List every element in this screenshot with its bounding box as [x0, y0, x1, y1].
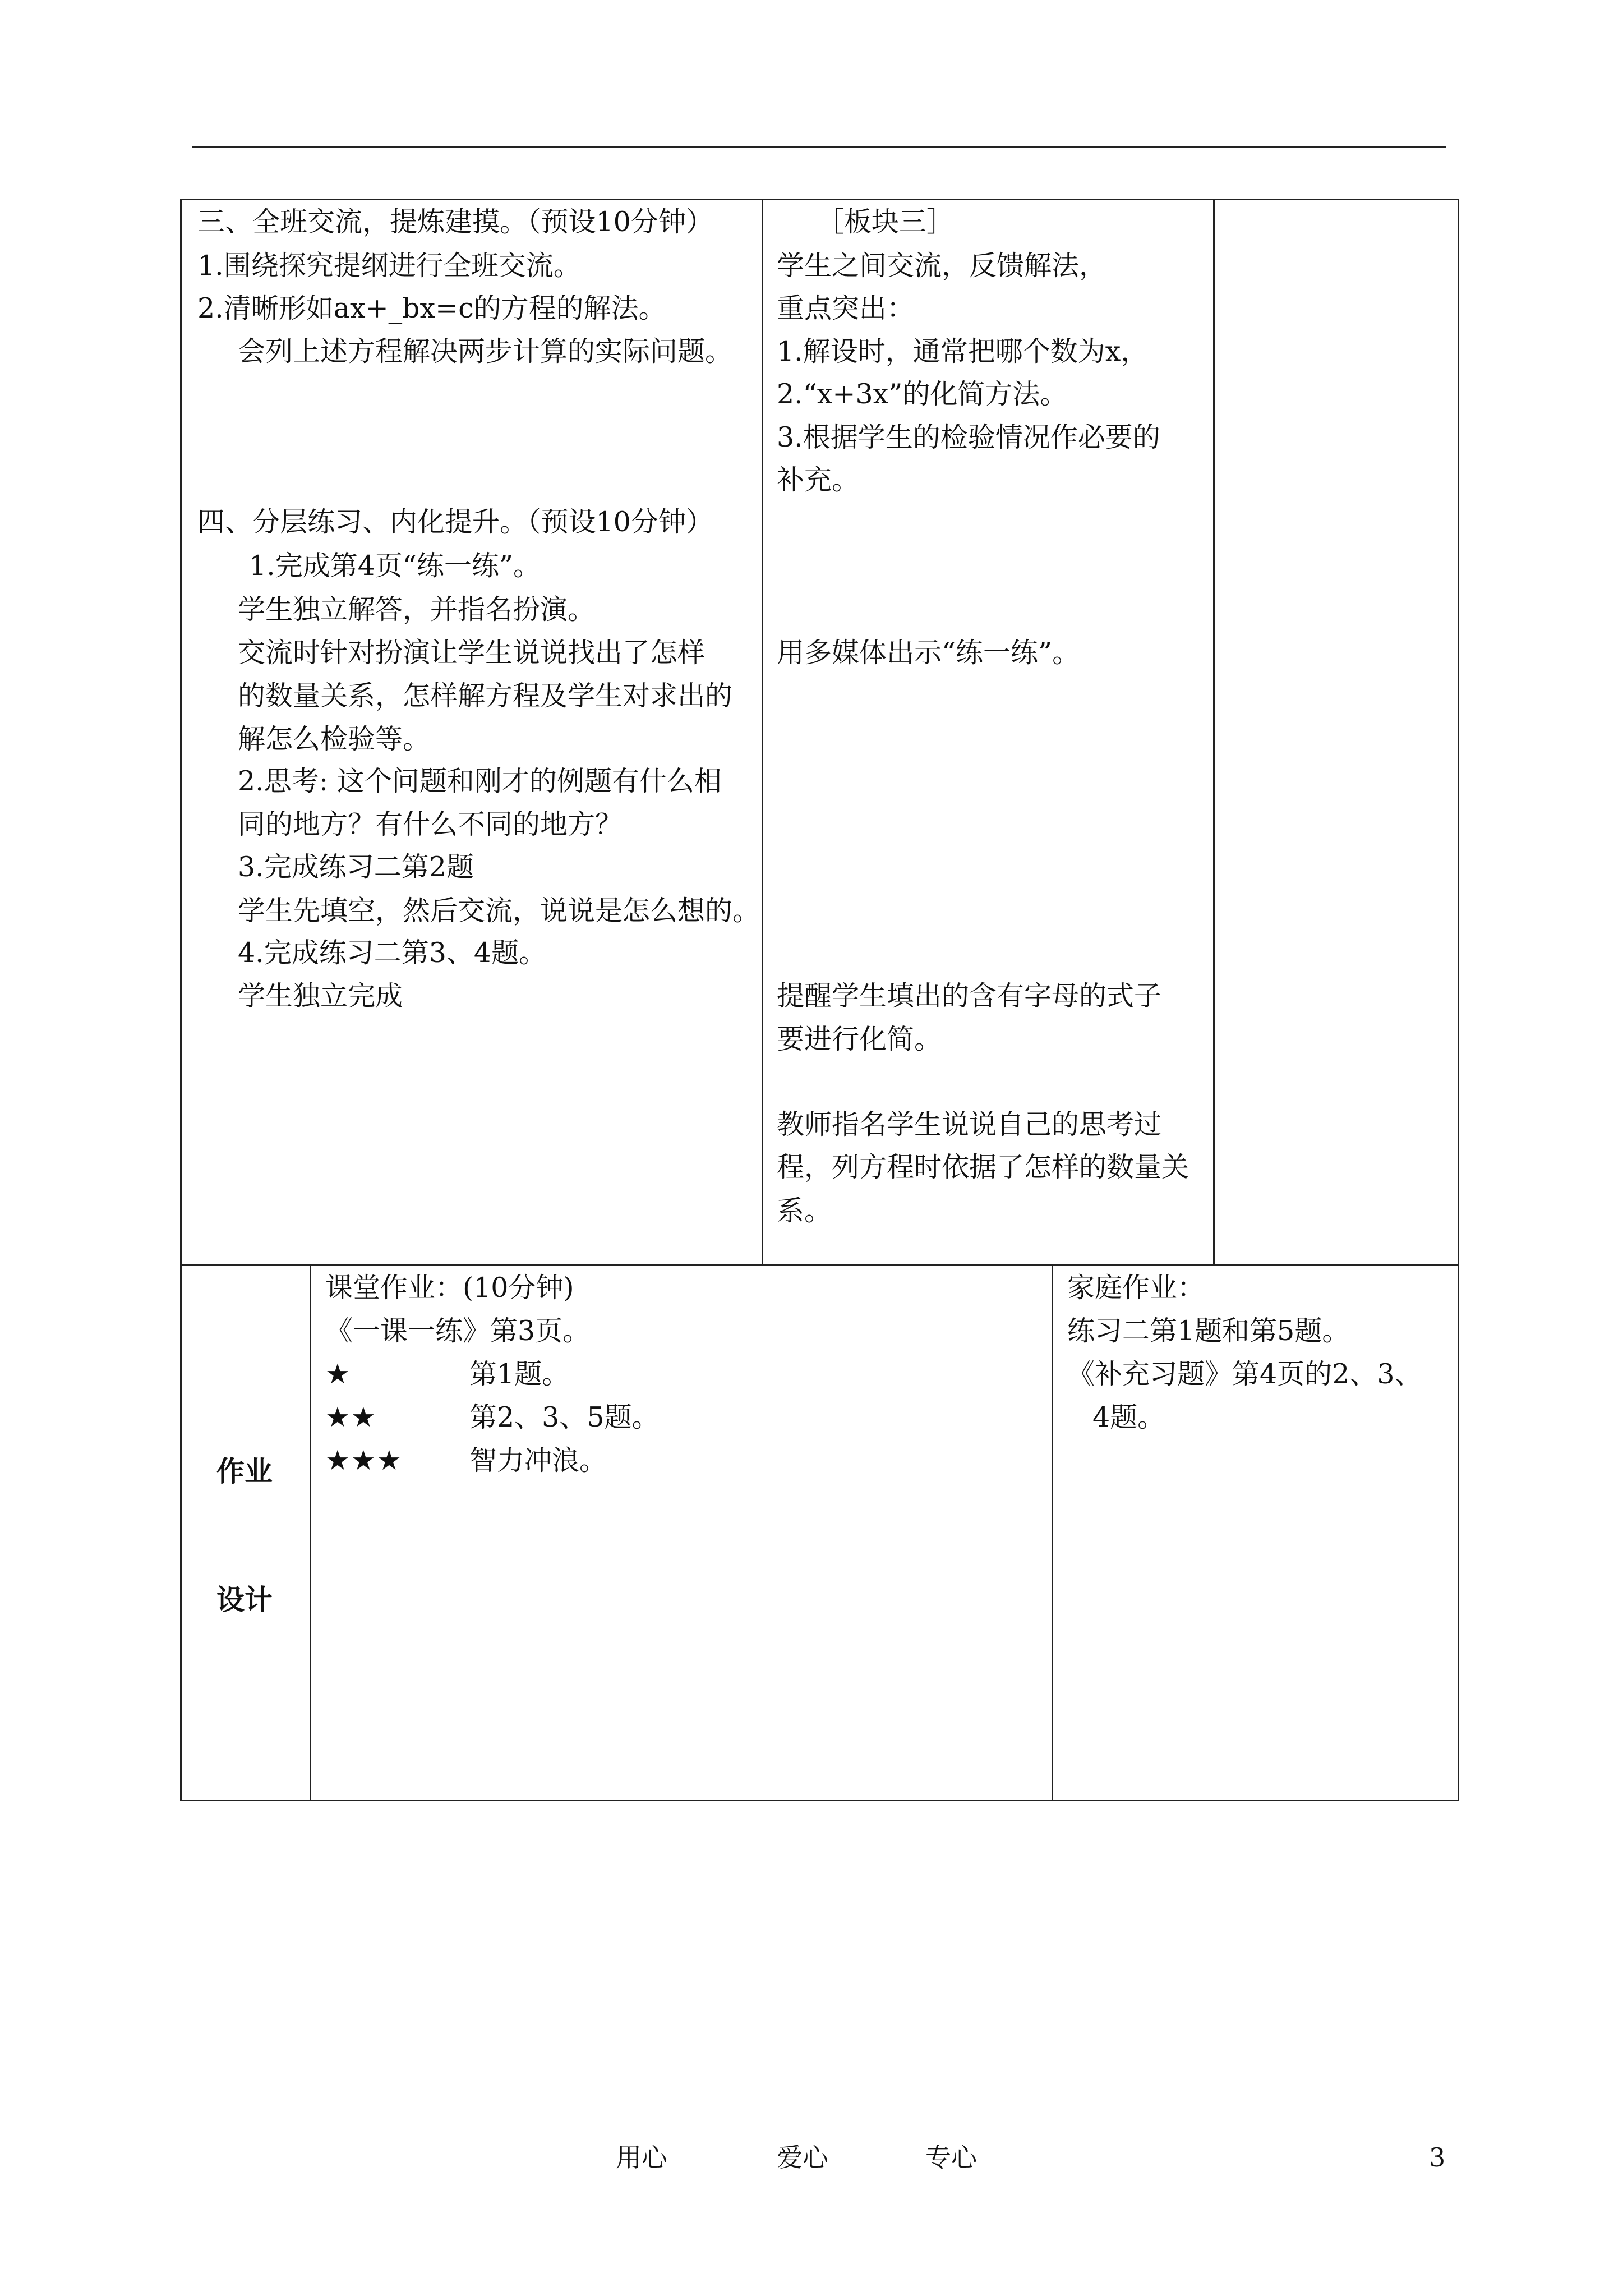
text-line: 4题。: [1092, 1401, 1165, 1433]
text-line: 4.完成练习二第3、4题。: [238, 937, 547, 969]
text-line: 练习二第1题和第5题。: [1067, 1315, 1350, 1347]
section-three-heading: 三、全班交流，提炼建摸。（预设10分钟）: [197, 206, 713, 238]
homework-label-1: 作业: [216, 1455, 273, 1488]
table-left-border: [180, 199, 182, 1801]
hw-label-divider: [310, 1264, 311, 1801]
footer-left: 用心: [616, 2142, 667, 2173]
text-line: 用多媒体出示“练一练”。: [777, 637, 1080, 669]
class-homework-book: 《一课一练》第3页。: [325, 1315, 591, 1347]
text-line: 学生之间交流，反馈解法，: [777, 250, 1107, 282]
text-line: 1.围绕探究提纲进行全班交流。: [197, 250, 581, 282]
text-line: 3.根据学生的检验情况作必要的: [777, 421, 1160, 453]
text-line: 提醒学生填出的含有字母的式子: [777, 980, 1162, 1012]
text-line: 2.思考: 这个问题和刚才的例题有什么相: [238, 765, 722, 797]
text-line: 系。: [777, 1195, 832, 1227]
text-line: 2.清晰形如ax+_bx=c的方程的解法。: [197, 292, 666, 324]
block-heading: ［板块三］: [817, 206, 955, 238]
text-line: 会列上述方程解决两步计算的实际问题。: [238, 335, 733, 367]
text-line: 交流时针对扮演让学生说说找出了怎样: [238, 637, 706, 669]
text-line: 学生独立完成: [238, 980, 403, 1012]
hw-home-divider: [1052, 1264, 1053, 1801]
text-line: 3.完成练习二第2题: [238, 851, 474, 883]
homework-item: 第1题。: [469, 1358, 570, 1390]
section-four-heading: 四、分层练习、内化提升。（预设10分钟）: [197, 506, 713, 538]
text-line: 的数量关系，怎样解方程及学生对求出的: [238, 680, 733, 712]
text-line: 解怎么检验等。: [238, 723, 431, 755]
table-right-border: [1458, 199, 1459, 1801]
homework-label-2: 设计: [216, 1584, 273, 1616]
table-row-divider: [180, 1264, 1459, 1266]
text-line: 程，列方程时依据了怎样的数量关: [777, 1151, 1189, 1183]
col-divider-1: [762, 199, 763, 1266]
header-rule: [192, 146, 1446, 148]
footer-middle: 爱心: [777, 2142, 828, 2173]
text-line: 1.解设时，通常把哪个数为x，: [777, 335, 1149, 367]
page-number: 3: [1429, 2142, 1446, 2173]
col-divider-2: [1213, 199, 1215, 1266]
homework-item: 第2、3、5题。: [469, 1401, 660, 1433]
text-line: 要进行化简。: [777, 1023, 942, 1055]
star-rating-1: ★: [325, 1358, 351, 1390]
text-line: 同的地方？有什么不同的地方？: [238, 808, 623, 840]
homework-item: 智力冲浪。: [469, 1444, 607, 1476]
home-homework-title: 家庭作业：: [1067, 1272, 1205, 1304]
text-line: 重点突出：: [777, 292, 915, 324]
footer-right: 专心: [925, 2142, 977, 2173]
text-line: 1.完成第4页“练一练”。: [249, 550, 541, 582]
text-line: 2.“x+3x”的化简方法。: [777, 378, 1068, 410]
text-line: 教师指名学生说说自己的思考过: [777, 1108, 1162, 1140]
text-line: 学生独立解答，并指名扮演。: [238, 593, 596, 625]
text-line: 学生先填空，然后交流，说说是怎么想的。: [238, 895, 760, 927]
text-line: 补充。: [777, 464, 860, 496]
class-homework-title: 课堂作业：(10分钟): [325, 1272, 574, 1304]
star-rating-2: ★★: [325, 1401, 377, 1433]
table-top-border: [180, 199, 1459, 200]
text-line: 《补充习题》第4页的2、3、: [1067, 1358, 1422, 1390]
table-bottom-border: [180, 1800, 1459, 1801]
star-rating-3: ★★★: [325, 1444, 403, 1476]
